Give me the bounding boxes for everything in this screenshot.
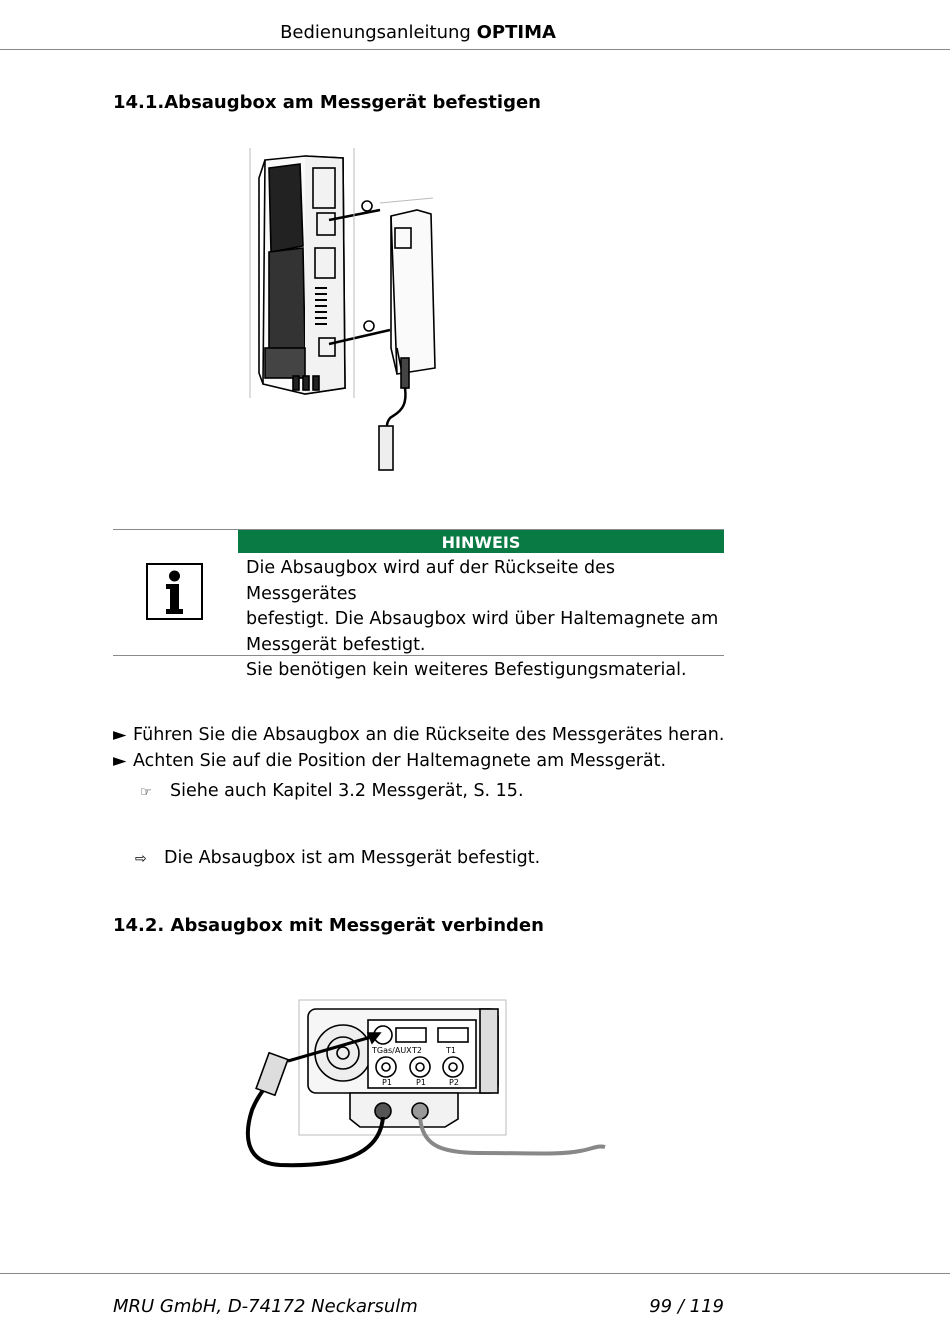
- header-title-prefix: Bedienungsanleitung: [280, 22, 471, 43]
- header-title-product: OPTIMA: [476, 22, 556, 43]
- footer-company: MRU GmbH, D-74172 Neckarsulm: [113, 1296, 418, 1317]
- section-heading-14-2: 14.2. Absaugbox mit Messgerät verbinden: [113, 915, 544, 936]
- note-line: Sie benötigen kein weiteres Befestigungsmaterial.: [246, 660, 687, 680]
- step-bullet-icon: ►: [113, 725, 127, 745]
- header-rule: [0, 49, 950, 50]
- result-text: Die Absaugbox ist am Messgerät befestigt.: [164, 848, 541, 868]
- step-text: Achten Sie auf die Position der Haltemagnete am Messgerät.: [133, 751, 667, 771]
- port-label: P1: [416, 1078, 426, 1087]
- device-suction-box-figure: [245, 148, 445, 478]
- step-item: [113, 751, 666, 771]
- port-label: P1: [382, 1078, 392, 1087]
- port-label: T2: [412, 1046, 422, 1055]
- port-label: T1: [446, 1046, 456, 1055]
- port-label: P2: [449, 1078, 459, 1087]
- result-arrow-icon: ⇨: [135, 851, 147, 867]
- connection-figure: [240, 995, 615, 1175]
- note-line: Messgerät befestigt.: [246, 634, 426, 655]
- step-bullet-icon: ►: [113, 751, 127, 771]
- note-line: Die Absaugbox wird auf der Rückseite des Messgerätes: [246, 558, 616, 604]
- note-bottom-rule: [113, 655, 724, 656]
- pointing-hand-icon: ☞: [140, 785, 152, 800]
- reference-line: [140, 781, 524, 801]
- footer-page-number: 99 / 119: [649, 1296, 724, 1317]
- result-line: [135, 848, 540, 868]
- note-line: befestigt. Die Absaugbox wird über Haltemagnete am: [246, 609, 719, 629]
- page-header-title: [0, 22, 836, 43]
- port-label: TGas/AUX: [372, 1046, 412, 1055]
- reference-text: Siehe auch Kapitel 3.2 Messgerät, S. 15.: [170, 781, 524, 801]
- section-heading-14-1: 14.1.Absaugbox am Messgerät befestigen: [113, 92, 541, 113]
- footer-rule: [0, 1273, 950, 1274]
- note-box: [113, 529, 724, 680]
- step-text: Führen Sie die Absaugbox an die Rückseite des Messgerätes heran.: [133, 725, 725, 745]
- note-text: [246, 556, 724, 684]
- info-icon: [146, 563, 203, 620]
- step-item: [113, 725, 724, 745]
- note-label: HINWEIS: [238, 530, 724, 553]
